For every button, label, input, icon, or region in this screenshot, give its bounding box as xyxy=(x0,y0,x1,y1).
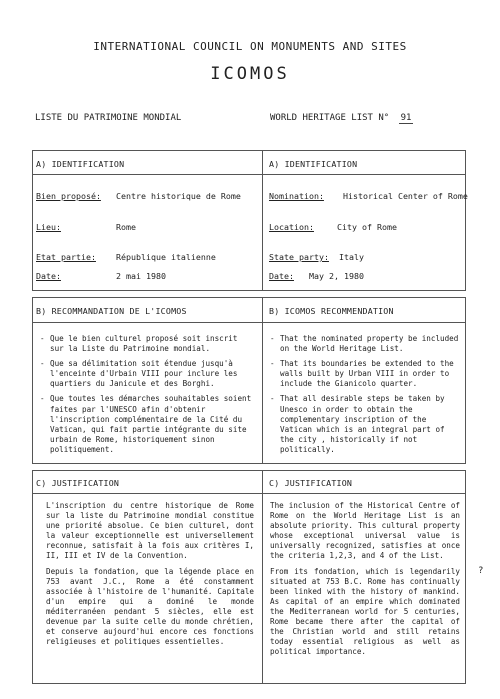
state-field-en xyxy=(269,252,364,262)
section-rule xyxy=(32,322,466,323)
location-label-en: Location: xyxy=(269,222,314,232)
nomination-label-fr: Bien proposé: xyxy=(36,191,101,201)
justification-paragraph: The inclusion of the Historical Centre of Rome on the World Heritage List is an absolute priority. This cultural property whose exceptional universal value is universally recognized, satisfies at once the criteria 1,2,3, and 4 of the List. xyxy=(270,501,460,560)
location-field-fr xyxy=(36,222,136,232)
location-field-en xyxy=(269,222,397,232)
list-item: - Que toutes les démarches souhaitables soient faites par l'UNESCO afin d'obtenir l'inscription complémentaire de la Cité du Vatican, qui fait partie intégrante du site urbain de Rome, historiquement sinon politiquement. xyxy=(40,394,254,455)
date-field-fr xyxy=(36,271,166,281)
justification-text-fr xyxy=(46,501,254,653)
date-value-en: May 2, 1980 xyxy=(309,271,364,281)
nomination-label-en: Nomination: xyxy=(269,191,324,201)
section-rule xyxy=(32,174,466,175)
identification-box xyxy=(32,150,466,291)
recommendation-list-fr xyxy=(40,334,254,460)
nomination-value-fr: Centre historique de Rome xyxy=(116,191,241,201)
recommendation-heading-en: B) ICOMOS RECOMMENDATION xyxy=(269,306,394,316)
list-item: - Que le bien culturel proposé soit inscrit sur la Liste du Patrimoine mondial. xyxy=(40,334,254,354)
state-value-fr: République italienne xyxy=(116,252,216,262)
location-label-fr: Lieu: xyxy=(36,222,61,232)
nomination-value-en: Historical Center of Rome xyxy=(343,191,468,201)
list-item: - Que sa délimitation soit étendue jusqu'à l'enceinte d'Urbain VIII pour inclure les quartiers du Janicule et des Borghi. xyxy=(40,359,254,389)
list-number: 91 xyxy=(400,113,412,123)
section-rule xyxy=(32,493,466,494)
list-item: - That all desirable steps be taken by Unesco in order to obtain the complementary inscription of the Vatican which is an integral part of the city , historically if not politically. xyxy=(270,394,460,455)
identification-heading-en: A) IDENTIFICATION xyxy=(269,159,358,169)
list-item: - That its boundaries be extended to the walls built by Urban VIII in order to include the Gianicolo quarter. xyxy=(270,359,460,389)
justification-heading-en: C) JUSTIFICATION xyxy=(269,478,353,488)
recommendation-heading-fr: B) RECOMMANDATION DE L'ICOMOS xyxy=(36,306,187,316)
state-value-en: Italy xyxy=(339,252,364,262)
location-value-fr: Rome xyxy=(116,222,136,232)
list-title-fr: LISTE DU PATRIMOINE MONDIAL xyxy=(35,113,182,123)
column-divider xyxy=(262,150,263,291)
date-value-fr: 2 mai 1980 xyxy=(116,271,166,281)
date-label-fr: Date: xyxy=(36,271,61,281)
list-title-en-label: WORLD HERITAGE LIST xyxy=(270,113,373,123)
location-value-en: City of Rome xyxy=(337,222,397,232)
margin-annotation: ? xyxy=(478,566,484,576)
date-label-en: Date: xyxy=(269,271,294,281)
recommendation-list-en xyxy=(270,334,460,460)
identification-heading-fr: A) IDENTIFICATION xyxy=(36,159,125,169)
justification-heading-fr: C) JUSTIFICATION xyxy=(36,478,120,488)
justification-paragraph: L'inscription du centre historique de Rome sur la liste du Patrimoine mondial constitue une priorité absolue. Ce bien culturel, dont la valeur exceptionnelle est universellement reconnue, satisfait à la fois aux critères I, II, III et IV de la Convention. xyxy=(46,501,254,560)
column-divider xyxy=(262,470,263,684)
justification-paragraph: Depuis la fondation, que la légende place en 753 avant J.C., Rome a été constamment associée à l'histoire de l'humanité. Capitale d'un empire qui a dominé le monde méditerranéen pendant 5 siècles, elle est devenue par la suite celle du monde chrétien, et conserve aujourd'hui encore ces fonctions religieuses et politiques essentielles. xyxy=(46,567,254,646)
organization-heading: INTERNATIONAL COUNCIL ON MONUMENTS AND SITES xyxy=(93,40,407,53)
acronym-heading: ICOMOS xyxy=(210,64,290,84)
list-title-en xyxy=(270,113,413,124)
justification-paragraph: From its fondation, which is legendarily situated at 753 B.C. Rome has continually been linked with the history of mankind. As capital of an empire which dominated the Mediterranean world for 5 centuries, Rome became there after the capital of the Christian world and still retains today essential religious as well as political importance. xyxy=(270,567,460,656)
nomination-field-en xyxy=(269,191,468,201)
state-label-fr: Etat partie: xyxy=(36,252,96,262)
state-field-fr xyxy=(36,252,216,262)
state-label-en: State party: xyxy=(269,252,329,262)
list-item: - That the nominated property be included on the World Heritage List. xyxy=(270,334,460,354)
justification-text-en xyxy=(270,501,460,663)
date-field-en xyxy=(269,271,364,281)
list-number-label: N° xyxy=(378,113,390,123)
nomination-field-fr xyxy=(36,191,241,201)
